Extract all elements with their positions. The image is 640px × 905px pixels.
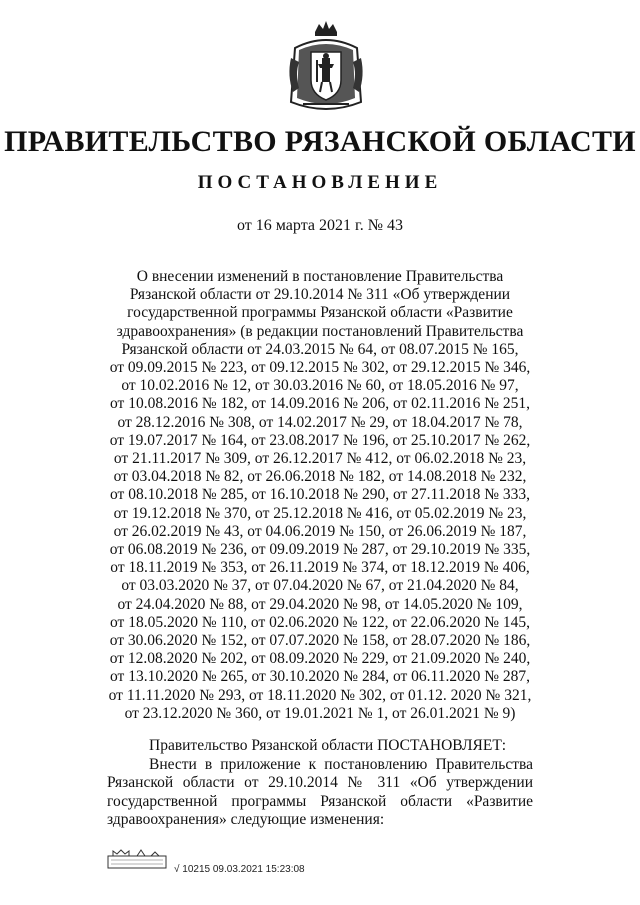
document-date: от 16 марта 2021 г. № 43 xyxy=(237,217,403,234)
registry-stamp-icon xyxy=(107,848,167,872)
subject-line: от 09.09.2015 № 223, от 09.12.2015 № 302, от 29.12.2015 № 346, xyxy=(109,359,531,377)
subject-line: от 21.11.2017 № 309, от 26.12.2017 № 412, от 06.02.2018 № 23, xyxy=(113,450,527,468)
subject-line: от 24.04.2020 № 88, от 29.04.2020 № 98, от 14.05.2020 № 109, xyxy=(117,595,523,613)
subject-line: от 12.08.2020 № 202, от 08.09.2020 № 229, от 21.09.2020 № 240, xyxy=(109,650,531,668)
subject-line: здравоохранения» (в редакции постановлений Правительства xyxy=(116,322,524,340)
subject-line: О внесении изменений в постановление Правительства xyxy=(136,268,504,285)
document-subject xyxy=(100,268,540,723)
decree-line: Правительство Рязанской области ПОСТАНОВЛЯЕТ: xyxy=(149,737,507,754)
subject-line: от 19.12.2018 № 370, от 25.12.2018 № 416, от 05.02.2019 № 23, xyxy=(113,504,527,522)
subject-line: Рязанской области от 29.10.2014 № 311 «Об утверждении xyxy=(129,286,511,304)
subject-line: государственной программы Рязанской области «Развитие xyxy=(127,304,513,322)
subject-line: от 03.03.2020 № 37, от 07.04.2020 № 67, от 21.04.2020 № 84, xyxy=(121,577,519,595)
subject-line: от 26.02.2019 № 43, от 04.06.2019 № 150, от 26.06.2019 № 187, xyxy=(113,522,527,540)
registry-stamp-text: √ 10215 09.03.2021 15:23:08 xyxy=(174,864,305,875)
intro-paragraph: Внести в приложение к постановлению Правительства Рязанской области от 29.10.2014 № 311 «Об утверждении государственной программы Рязанской области «Развитие здравоохранения» следующие изменения: xyxy=(107,755,533,828)
subject-line: от 23.12.2020 № 360, от 19.01.2021 № 1, от 26.01.2021 № 9) xyxy=(124,704,516,722)
subject-line: от 30.06.2020 № 152, от 07.07.2020 № 158, от 28.07.2020 № 186, xyxy=(109,632,531,650)
subject-line: от 28.12.2016 № 308, от 14.02.2017 № 29, от 18.04.2017 № 78, xyxy=(117,413,523,431)
subject-line: от 18.05.2020 № 110, от 02.06.2020 № 122, от 22.06.2020 № 145, xyxy=(110,613,530,631)
subject-line: от 19.07.2017 № 164, от 23.08.2017 № 196, от 25.10.2017 № 262, xyxy=(109,431,531,449)
subject-line: от 10.08.2016 № 182, от 14.09.2016 № 206, от 02.11.2016 № 251, xyxy=(110,395,530,413)
subject-line: от 18.11.2019 № 353, от 26.11.2019 № 374, от 18.12.2019 № 406, xyxy=(110,559,530,577)
subject-line: от 08.10.2018 № 285, от 16.10.2018 № 290, от 27.11.2018 № 333, xyxy=(110,486,530,504)
subject-line: от 06.08.2019 № 236, от 09.09.2019 № 287, от 29.10.2019 № 335, xyxy=(109,541,531,559)
subject-line: от 10.02.2016 № 12, от 30.03.2016 № 60, от 18.05.2016 № 97, xyxy=(121,377,519,395)
document-body xyxy=(107,737,533,830)
document-type: ПОСТАНОВЛЕНИЕ xyxy=(197,172,443,193)
government-title: ПРАВИТЕЛЬСТВО РЯЗАНСКОЙ ОБЛАСТИ xyxy=(4,125,636,158)
subject-line: от 03.04.2018 № 82, от 26.06.2018 № 182, от 14.08.2018 № 232, xyxy=(113,468,527,486)
subject-line: от 11.11.2020 № 293, от 18.11.2020 № 302, от 01.12. 2020 № 321, xyxy=(108,686,532,704)
subject-line: Рязанской области от 24.03.2015 № 64, от 08.07.2015 № 165, xyxy=(121,340,519,358)
subject-line: от 13.10.2020 № 265, от 30.10.2020 № 284, от 06.11.2020 № 287, xyxy=(110,668,530,686)
ryazan-coat-of-arms-icon xyxy=(285,18,367,118)
